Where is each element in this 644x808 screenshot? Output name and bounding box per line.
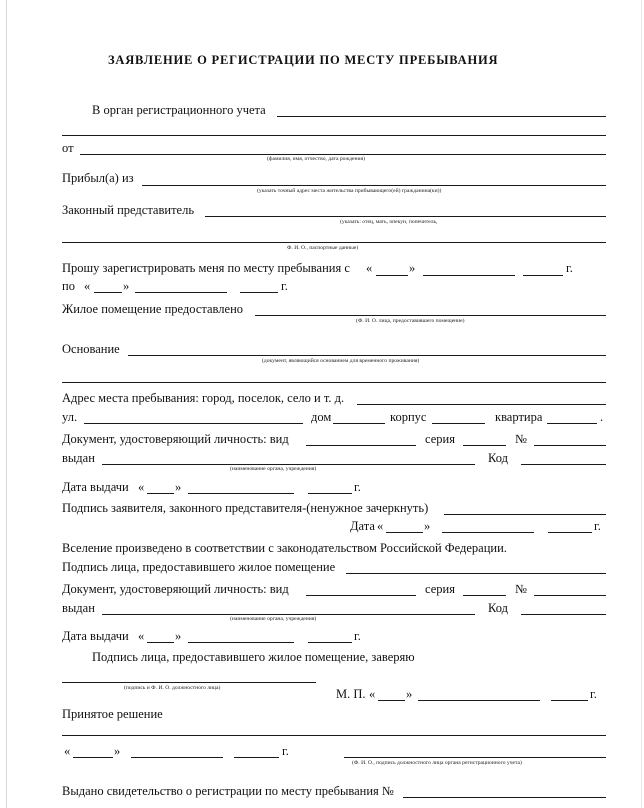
legal-rep-line-2[interactable] — [62, 242, 606, 243]
number-label-2: № — [515, 582, 527, 596]
issued-label: выдан — [62, 451, 95, 465]
organ-line-2[interactable] — [62, 135, 606, 136]
stamp-year-line[interactable] — [551, 700, 588, 701]
certify-line[interactable] — [62, 682, 316, 683]
quote-close: » — [424, 519, 431, 533]
issue-year-line[interactable] — [308, 493, 352, 494]
quote-open: « — [369, 687, 376, 701]
certify-hint: (подпись и Ф. И. О. должностного лица) — [124, 685, 221, 691]
issue-date-label: Дата выдачи — [62, 480, 129, 494]
quote-open: « — [138, 480, 145, 494]
moved-in-text: Вселение произведено в соответствии с законодательством Российской Федерации. — [62, 541, 507, 555]
basis-line-2[interactable] — [62, 382, 606, 383]
certify-label: Подпись лица, предоставившего жилое помещение, заверяю — [92, 650, 415, 664]
until-day-line[interactable] — [94, 292, 122, 293]
id-doc-label-2: Документ, удостоверяющий личность: вид — [62, 582, 289, 596]
until-label: по — [62, 279, 75, 293]
id-doc-type-line-2[interactable] — [306, 595, 416, 596]
issued-line[interactable] — [102, 464, 475, 465]
address-line[interactable] — [357, 404, 606, 405]
number-label: № — [515, 432, 527, 446]
code-label: Код — [488, 451, 508, 465]
issued-label-2: выдан — [62, 601, 95, 615]
arrived-line[interactable] — [142, 185, 606, 186]
signature-provider-label: Подпись лица, предоставившего жилое помещение — [62, 560, 336, 574]
housing-line[interactable] — [255, 315, 606, 316]
organ-line[interactable] — [277, 116, 606, 117]
id-doc-label: Документ, удостоверяющий личность: вид — [62, 432, 289, 446]
quote-open: « — [84, 279, 91, 293]
until-month-line[interactable] — [135, 292, 227, 293]
apartment-label: квартира — [495, 410, 543, 424]
apartment-line[interactable] — [547, 423, 597, 424]
issued-line-2[interactable] — [102, 614, 475, 615]
page-edge-left — [6, 0, 7, 808]
basis-hint: (документ, являющийся основанием для временного проживания) — [262, 358, 420, 364]
date-day-line[interactable] — [386, 532, 423, 533]
page-edge-right — [641, 0, 642, 808]
id-doc-type-line[interactable] — [306, 445, 416, 446]
basis-label: Основание — [62, 342, 120, 356]
quote-close: » — [175, 480, 182, 494]
signature-applicant-line[interactable] — [444, 514, 606, 515]
issue-month-line[interactable] — [188, 493, 294, 494]
year-label: г. — [594, 519, 601, 533]
issue-date-label-2: Дата выдачи — [62, 629, 129, 643]
request-label: Прошу зарегистрировать меня по месту пребывания с — [62, 261, 350, 275]
legal-rep-line[interactable] — [205, 216, 606, 217]
housing-label: Жилое помещение предоставлено — [62, 302, 244, 316]
date-year-line[interactable] — [548, 532, 592, 533]
quote-open: « — [64, 744, 71, 758]
dot: . — [600, 410, 604, 424]
quote-open: « — [366, 261, 373, 275]
year-label: г. — [354, 480, 361, 494]
series-label: серия — [425, 432, 455, 446]
request-month-line[interactable] — [423, 275, 515, 276]
legal-rep-label: Законный представитель — [62, 203, 195, 217]
housing-hint: (Ф. И. О. лица, предоставившего помещение) — [356, 318, 465, 324]
stamp-day-line[interactable] — [378, 700, 405, 701]
decision-line[interactable] — [62, 735, 606, 736]
signature-provider-line[interactable] — [346, 573, 606, 574]
quote-close: » — [409, 261, 416, 275]
year-label: г. — [566, 261, 573, 275]
from-hint: (фамилия, имя, отчество, дата рождения) — [267, 156, 365, 162]
arrived-hint: (указать точный адрес места жительства прибывающего(ей) гражданина(ки)) — [257, 188, 442, 194]
issued-hint: (наименование органа, учреждения) — [230, 466, 317, 472]
stamp-month-line[interactable] — [418, 700, 540, 701]
code-line[interactable] — [521, 464, 606, 465]
series-line-2[interactable] — [463, 595, 506, 596]
from-label: от — [62, 141, 74, 155]
date-label: Дата — [350, 519, 375, 533]
issue-day-line[interactable] — [147, 493, 174, 494]
request-day-line[interactable] — [376, 275, 408, 276]
decision-signature-line[interactable] — [344, 757, 606, 758]
quote-open: « — [377, 519, 384, 533]
year-label: г. — [281, 279, 288, 293]
issue-year-line-2[interactable] — [308, 642, 352, 643]
number-line-2[interactable] — [534, 595, 606, 596]
issue-month-line-2[interactable] — [188, 642, 294, 643]
quote-close: » — [406, 687, 413, 701]
address-label: Адрес места пребывания: город, поселок, село и т. д. — [62, 391, 345, 405]
series-label-2: серия — [425, 582, 455, 596]
certificate-label: Выдано свидетельство о регистрации по месту пребывания № — [62, 784, 394, 798]
from-line[interactable] — [80, 154, 606, 155]
decision-year-line[interactable] — [234, 757, 279, 758]
issue-day-line-2[interactable] — [147, 642, 174, 643]
house-line[interactable] — [333, 423, 385, 424]
decision-day-line[interactable] — [73, 757, 113, 758]
certificate-line[interactable] — [403, 797, 606, 798]
arrived-label: Прибыл(а) из — [62, 171, 134, 185]
quote-close: » — [123, 279, 130, 293]
form-title: ЗАЯВЛЕНИЕ О РЕГИСТРАЦИИ ПО МЕСТУ ПРЕБЫВАНИЯ — [108, 53, 499, 67]
year-label: г. — [590, 687, 597, 701]
stamp-label: М. П. — [336, 687, 366, 701]
quote-close: » — [114, 744, 121, 758]
year-label: г. — [282, 744, 289, 758]
request-year-line[interactable] — [523, 275, 563, 276]
organ-label: В орган регистрационного учета — [92, 103, 266, 117]
decision-label: Принятое решение — [62, 707, 163, 721]
code-line-2[interactable] — [521, 614, 606, 615]
issued-hint-2: (наименование органа, учреждения) — [230, 616, 317, 622]
street-line[interactable] — [84, 423, 303, 424]
quote-open: « — [138, 629, 145, 643]
until-year-line[interactable] — [240, 292, 278, 293]
signature-applicant-label: Подпись заявителя, законного представителя-(ненужное зачеркнуть) — [62, 501, 429, 515]
decision-hint: (Ф. И. О., подпись должностного лица органа регистрационного учета) — [352, 760, 522, 766]
year-label: г. — [354, 629, 361, 643]
decision-month-line[interactable] — [131, 757, 223, 758]
series-line[interactable] — [463, 445, 506, 446]
legal-rep-hint-2: Ф. И. О., паспортные данные) — [287, 245, 359, 251]
date-month-line[interactable] — [442, 532, 534, 533]
street-label: ул. — [62, 410, 78, 424]
number-line[interactable] — [534, 445, 606, 446]
building-label: корпус — [390, 410, 427, 424]
basis-line[interactable] — [128, 355, 606, 356]
legal-rep-hint: (указать: отец, мать, опекун, попечитель, — [340, 219, 438, 225]
quote-close: » — [175, 629, 182, 643]
building-line[interactable] — [432, 423, 485, 424]
code-label-2: Код — [488, 601, 508, 615]
house-label: дом — [311, 410, 332, 424]
